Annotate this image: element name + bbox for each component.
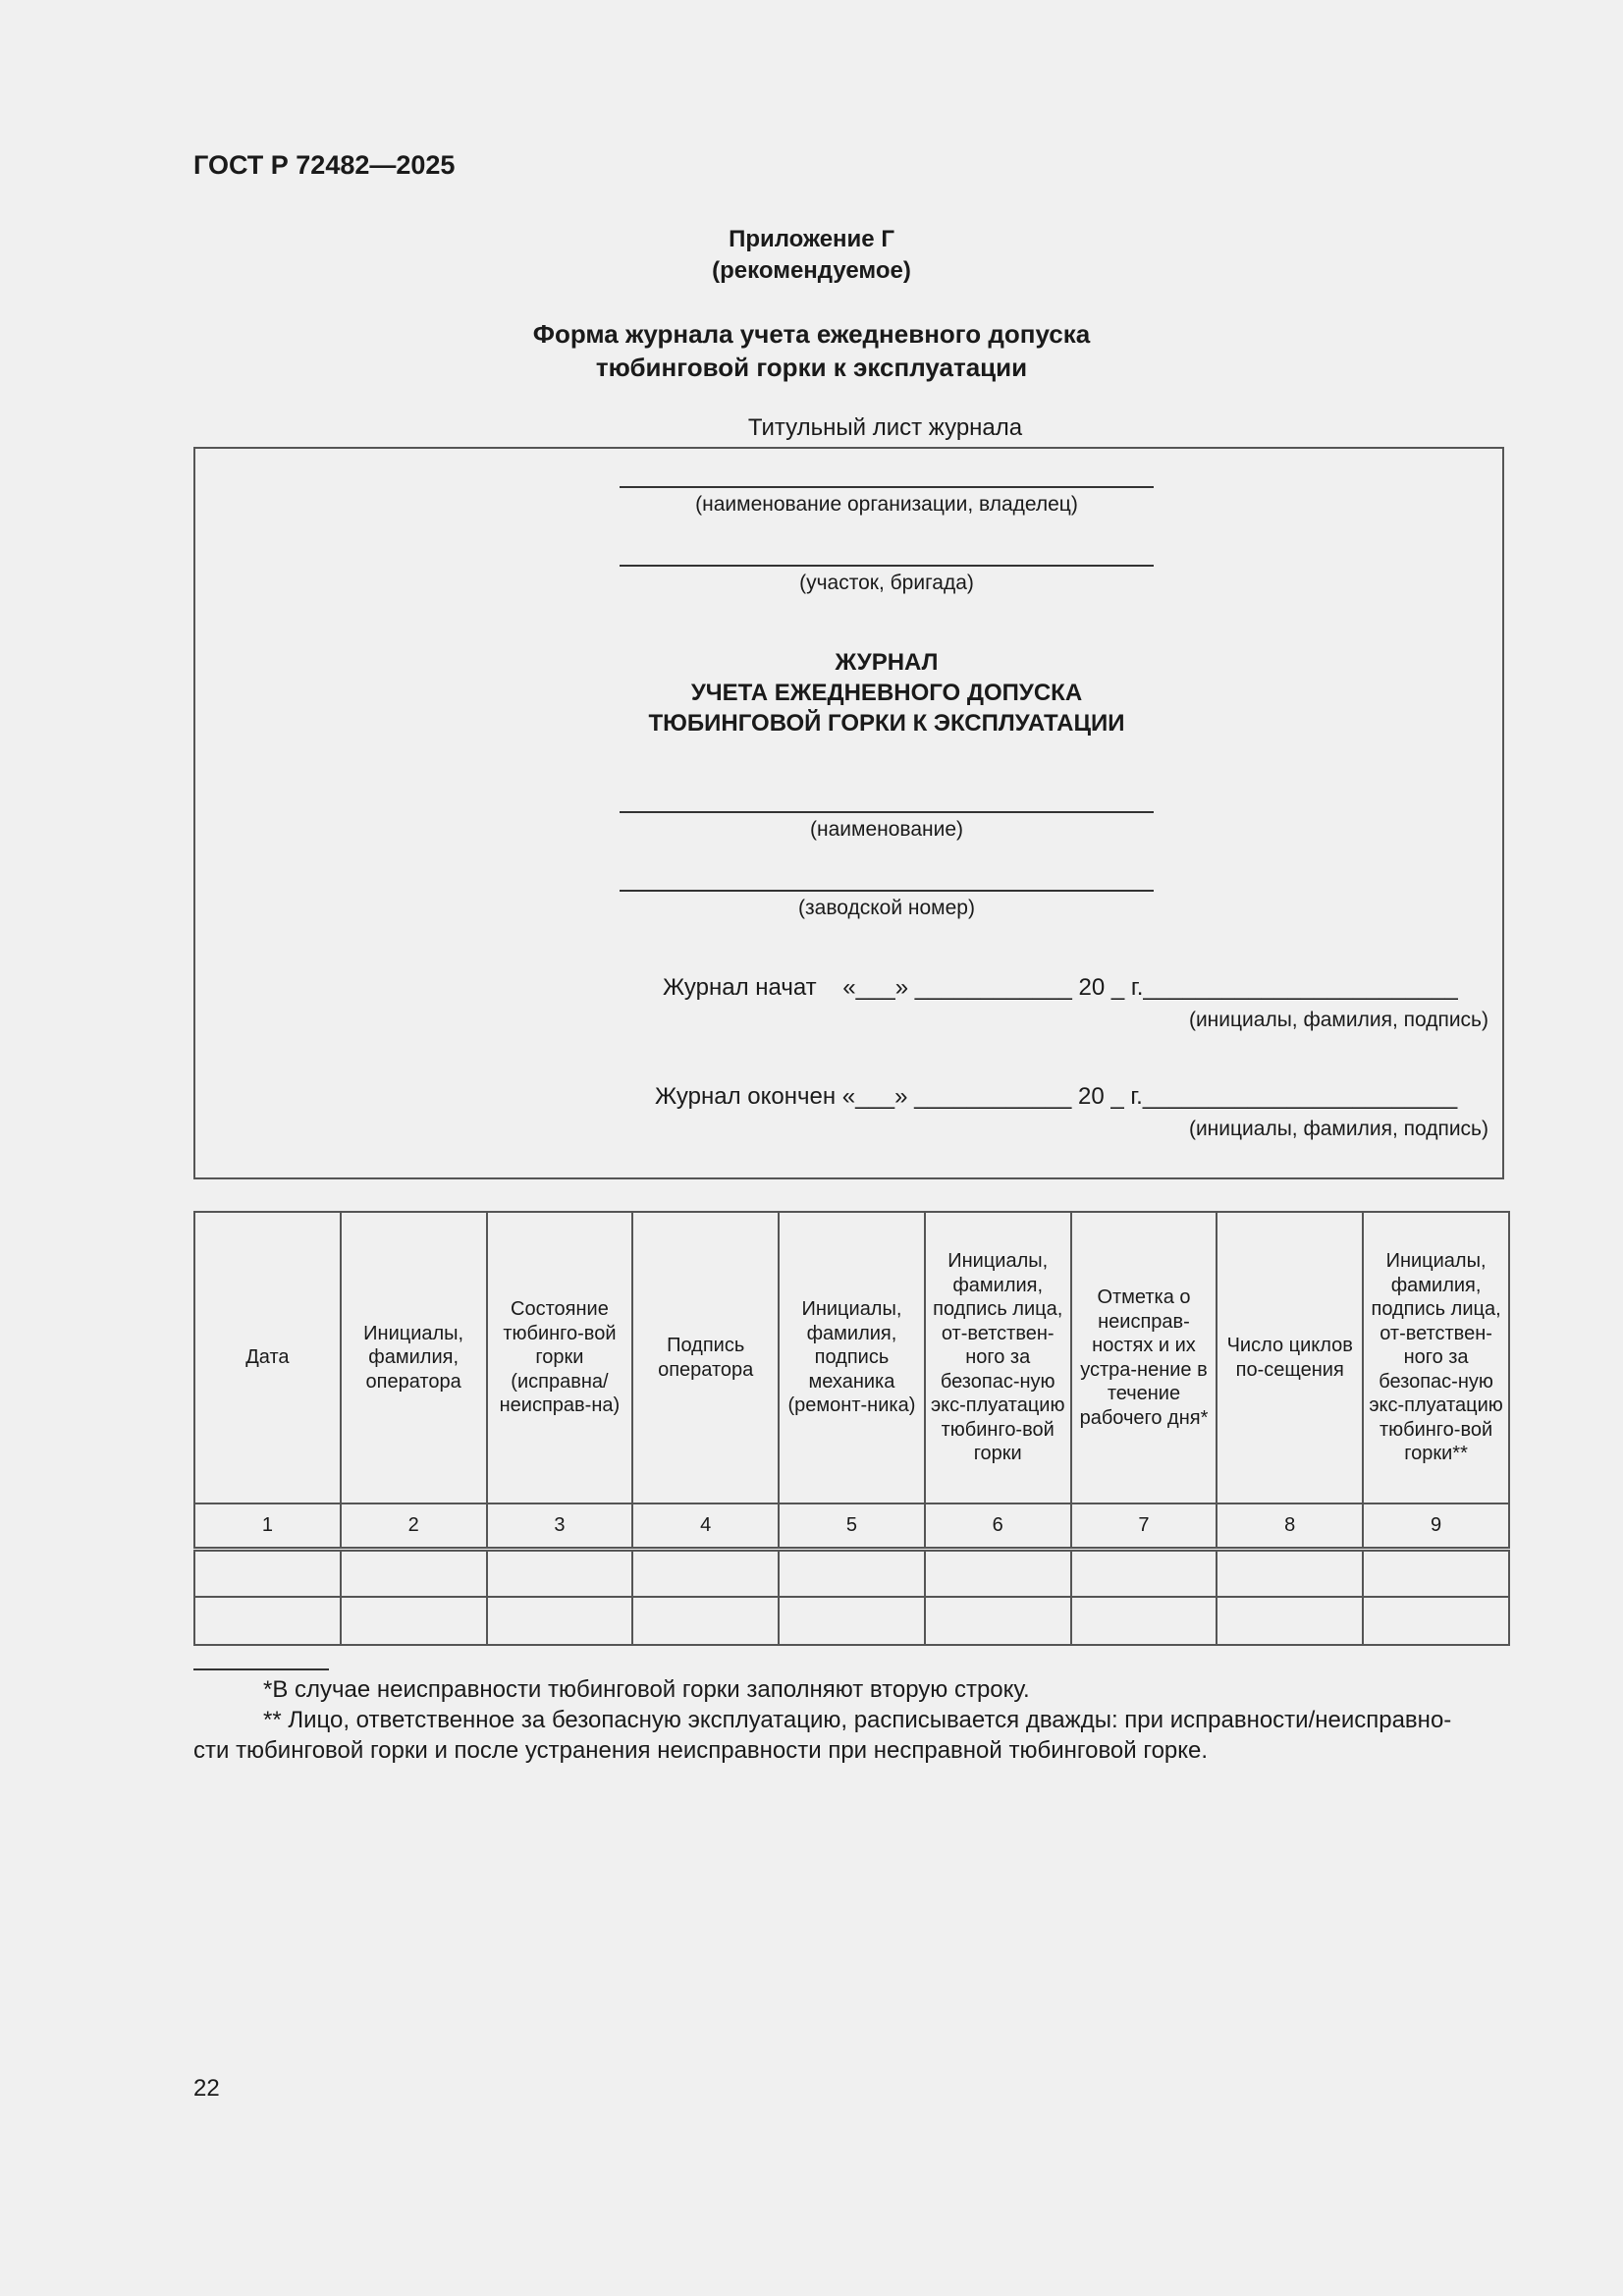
col-header-mechanic: Инициалы, фамилия, подпись механика (ремонт-ника) (779, 1212, 925, 1503)
form-title-line1: Форма журнала учета ежедневного допуска (532, 319, 1091, 349)
col-number: 1 (194, 1503, 341, 1549)
col-header-responsible-person: Инициалы, фамилия, подпись лица, от-ветствен-ного за безопас-ную экс-плуатацию тюбинго-вой горки (925, 1212, 1071, 1503)
started-signature-caption: (инициалы, фамилия, подпись) (1188, 1009, 1488, 1031)
col-number: 8 (1217, 1503, 1363, 1549)
col-header-malfunction-note: Отметка о неиспрaв-ностях и их устра-нение в течение рабочего дня* (1071, 1212, 1217, 1503)
col-number: 5 (779, 1503, 925, 1549)
journal-title-line1: ЖУРНАЛ (835, 649, 939, 676)
annex-label: Приложение Г (729, 226, 894, 252)
table-cell (1071, 1549, 1217, 1597)
document-code: ГОСТ Р 72482—2025 (193, 150, 456, 180)
serial-fill-line (620, 890, 1154, 892)
table-cell (341, 1549, 487, 1597)
journal-ended-row: Журнал окончен «___» ____________ 20 _ г.________________________ (655, 1083, 1458, 1110)
journal-started-row: Журнал начат «___» ____________ 20 _ г.________________________ (663, 974, 1458, 1001)
col-header-date: Дата (194, 1212, 341, 1503)
col-header-cycles: Число циклов по-сещения (1217, 1212, 1363, 1503)
table-cell (632, 1549, 779, 1597)
journal-title-line3: ТЮБИНГОВОЙ ГОРКИ К ЭКСПЛУАТАЦИИ (648, 710, 1125, 737)
col-header-operator-signature: Подпись оператора (632, 1212, 779, 1503)
table-cell (632, 1597, 779, 1645)
footnote-1: *В случае неисправности тюбинговой горки заполняют вторую строку. (263, 1676, 1030, 1703)
footnote-2-line1: ** Лицо, ответственное за безопасную эксплуатацию, расписывается дважды: при исправности/неисправно- (263, 1707, 1452, 1733)
table-cell (1363, 1597, 1509, 1645)
title-sheet-box (193, 447, 1504, 1179)
col-number: 7 (1071, 1503, 1217, 1549)
table-cell (925, 1549, 1071, 1597)
table-cell (779, 1597, 925, 1645)
table-cell (194, 1549, 341, 1597)
footnote-2-line2: сти тюбинговой горки и после устранения неисправности при несправной тюбинговой горке. (193, 1737, 1209, 1764)
name-fill-line (620, 811, 1154, 813)
col-number: 9 (1363, 1503, 1509, 1549)
col-number: 2 (341, 1503, 487, 1549)
title-sheet-caption: Титульный лист журнала (747, 414, 1023, 441)
footnote-separator (193, 1668, 329, 1670)
section-fill-line (620, 565, 1154, 567)
table-cell (779, 1549, 925, 1597)
journal-title-line2: УЧЕТА ЕЖЕДНЕВНОГО ДОПУСКА (690, 680, 1083, 706)
table-cell (1071, 1597, 1217, 1645)
header-row (194, 1212, 1509, 1503)
ended-signature-caption: (инициалы, фамилия, подпись) (1188, 1118, 1488, 1140)
table-cell (487, 1597, 633, 1645)
table-row (194, 1597, 1509, 1645)
org-caption: (наименование организации, владелец) (695, 493, 1078, 516)
table-cell (1217, 1549, 1363, 1597)
table-cell (341, 1597, 487, 1645)
section-caption: (участок, бригада) (799, 572, 974, 594)
col-header-operator: Инициалы, фамилия, оператора (341, 1212, 487, 1503)
page-number: 22 (193, 2075, 220, 2102)
log-table (193, 1211, 1510, 1646)
col-number: 6 (925, 1503, 1071, 1549)
org-fill-line (620, 486, 1154, 488)
form-title-line2: тюбинговой горки к эксплуатации (595, 353, 1028, 382)
column-numbers-row (194, 1503, 1509, 1549)
col-number: 4 (632, 1503, 779, 1549)
name-caption: (наименование) (810, 818, 963, 841)
table-cell (925, 1597, 1071, 1645)
table-cell (1217, 1597, 1363, 1645)
col-number: 3 (487, 1503, 633, 1549)
table-cell (487, 1549, 633, 1597)
serial-caption: (заводской номер) (798, 897, 975, 919)
col-header-condition: Состояние тюбинго-вой горки (исправна/ неисправ-на) (487, 1212, 633, 1503)
table-row (194, 1549, 1509, 1597)
table-cell (194, 1597, 341, 1645)
col-header-responsible-person-2: Инициалы, фамилия, подпись лица, от-ветствен-ного за безопас-ную экс-плуатацию тюбинго-вой горки** (1363, 1212, 1509, 1503)
annex-status: (рекомендуемое) (712, 257, 911, 284)
table-cell (1363, 1549, 1509, 1597)
